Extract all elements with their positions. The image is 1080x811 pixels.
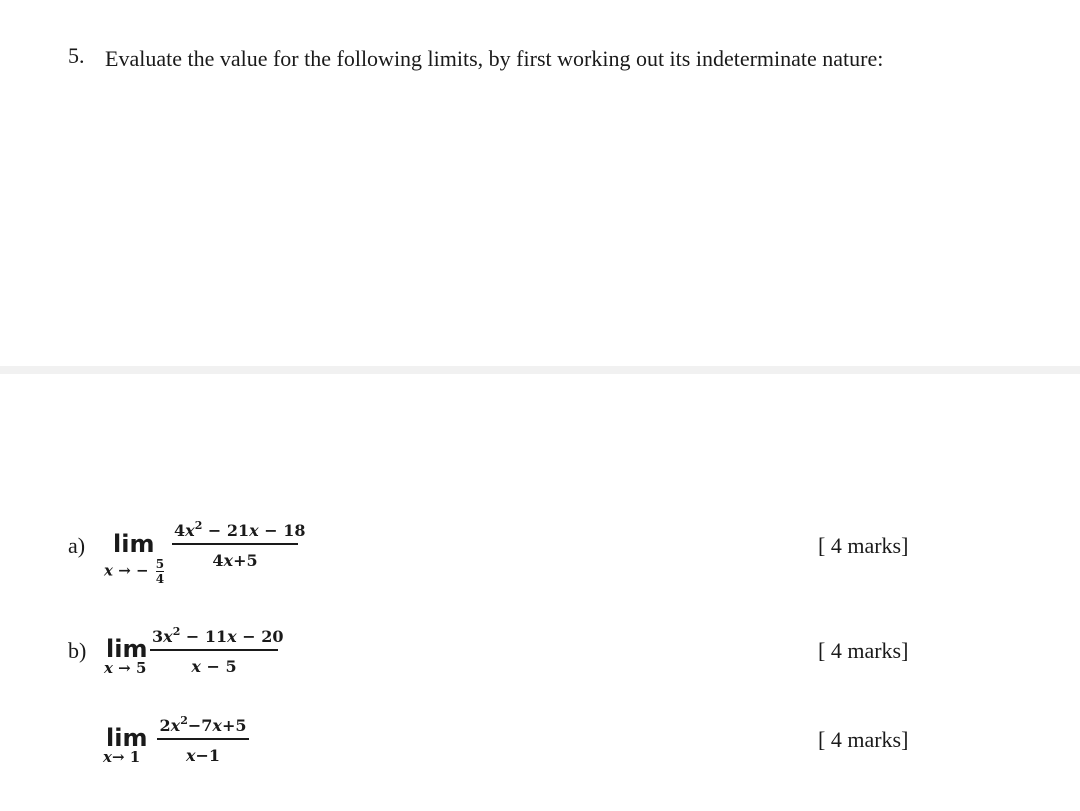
part-a-approach-fraction — [156, 558, 164, 585]
question-text: Evaluate the value for the following limits, by first working out its indeterminate nature: — [105, 46, 884, 71]
part-a-numerator: $4x^2 - 21x - 18$ — [174, 519, 306, 540]
page-separator — [0, 366, 1080, 374]
part-c-marks: [ 4 marks] — [818, 727, 909, 752]
part-c-fraction — [157, 714, 249, 765]
part-a-approach-num: 5 — [155, 557, 165, 571]
part-c-approach: x→ 1 — [103, 748, 141, 766]
part-c-numerator: $2x^2-7x+5$ — [159, 714, 247, 735]
part-b-lim: lim — [106, 635, 148, 663]
part-a-fraction — [172, 519, 306, 570]
part-b-fraction — [150, 625, 284, 676]
part-a-denominator: 4x+5 — [212, 550, 258, 570]
part-a-label: a) — [68, 533, 86, 558]
part-c-denominator: x−1 — [185, 745, 221, 765]
part-b-denominator: x − 5 — [191, 656, 237, 676]
part-b-label: b) — [68, 638, 87, 663]
part-a-lim: lim — [113, 530, 155, 558]
part-a-approach-var: x — [104, 561, 113, 580]
part-a-marks: [ 4 marks] — [818, 533, 909, 558]
part-a-approach-den: 4 — [155, 572, 165, 586]
part-b-marks: [ 4 marks] — [818, 638, 909, 663]
question-number: 5. — [68, 43, 85, 68]
part-a-approach-arrow: → − — [118, 561, 149, 580]
part-c-lim: lim — [106, 724, 148, 752]
part-b-approach: x → 5 — [104, 659, 147, 677]
part-b-numerator: $3x^2 - 11x - 20$ — [152, 625, 284, 646]
part-a-approach — [104, 558, 164, 585]
